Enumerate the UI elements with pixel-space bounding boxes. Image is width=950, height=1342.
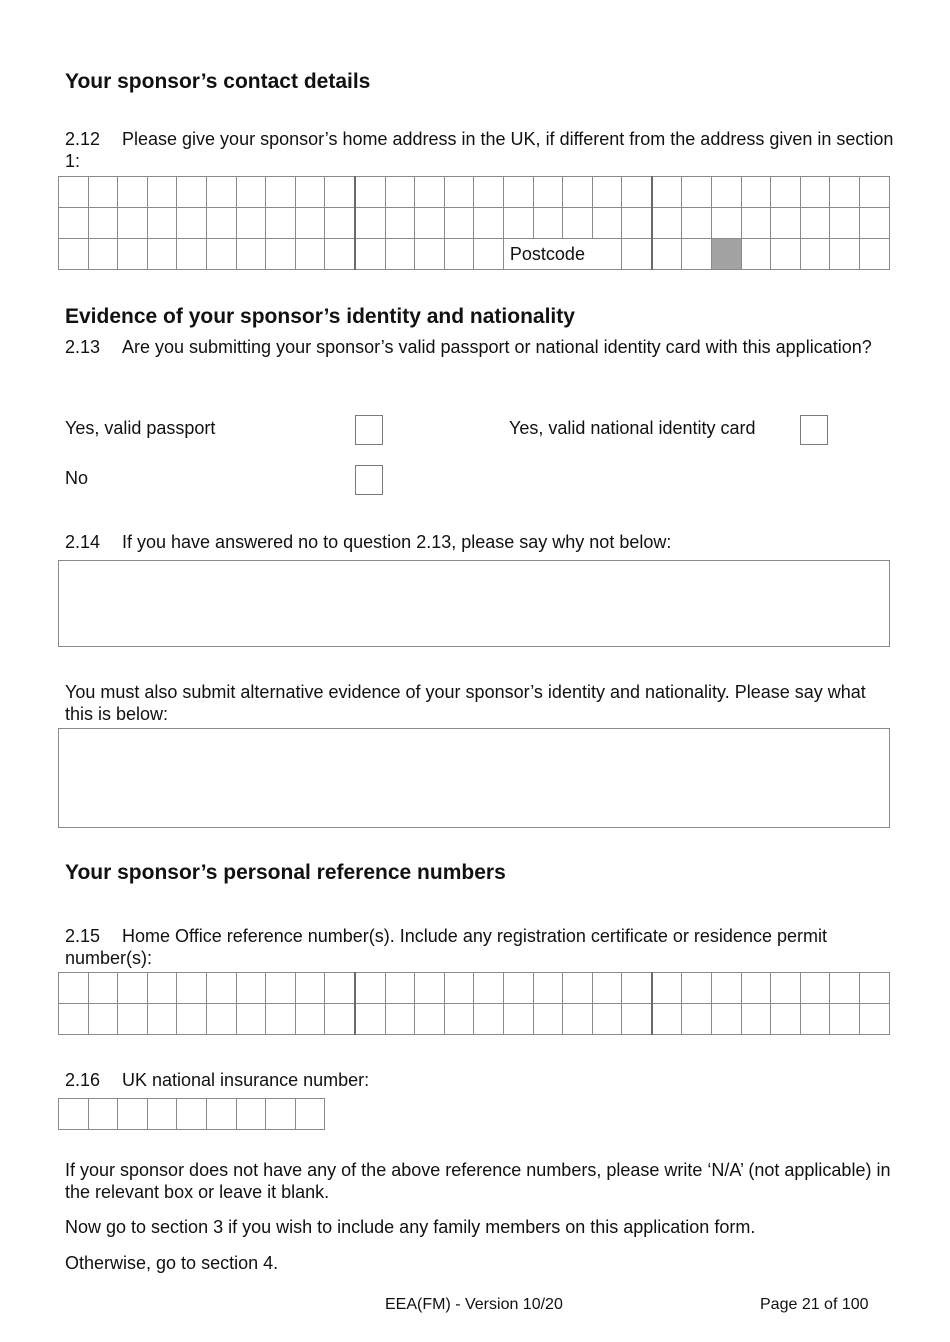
input-cell[interactable] [118, 973, 148, 1004]
input-cell[interactable] [830, 1004, 860, 1035]
input-cell[interactable] [295, 1099, 325, 1130]
address-row-1 [59, 177, 890, 208]
input-cell[interactable] [474, 208, 504, 239]
input-cell[interactable] [622, 239, 652, 270]
input-cell[interactable] [771, 208, 801, 239]
input-cell[interactable] [533, 1004, 563, 1035]
question-number: 2.15 [65, 926, 101, 946]
input-cell[interactable] [860, 973, 890, 1004]
input-cell[interactable] [266, 1099, 296, 1130]
input-cell[interactable] [355, 177, 385, 208]
input-cell[interactable] [206, 1099, 236, 1130]
input-cell[interactable] [325, 1004, 355, 1035]
footer-page-number: Page 21 of 100 [760, 1296, 869, 1313]
input-cell[interactable] [533, 208, 563, 239]
input-cell[interactable] [385, 973, 415, 1004]
input-cell[interactable] [503, 1004, 533, 1035]
input-cell[interactable] [712, 177, 742, 208]
input-cell[interactable] [860, 1004, 890, 1035]
input-cell[interactable] [830, 208, 860, 239]
input-cell[interactable] [592, 177, 622, 208]
input-cell[interactable] [800, 1004, 830, 1035]
input-cell[interactable] [503, 208, 533, 239]
input-cell[interactable] [236, 208, 266, 239]
input-cell[interactable] [295, 177, 325, 208]
input-cell[interactable] [355, 208, 385, 239]
input-cell[interactable] [415, 1004, 445, 1035]
input-cell[interactable] [415, 177, 445, 208]
input-cell[interactable] [59, 208, 89, 239]
input-cell[interactable] [415, 239, 445, 270]
input-cell[interactable] [741, 208, 771, 239]
question-2-16 [65, 1069, 895, 1091]
input-cell[interactable] [266, 239, 296, 270]
input-cell[interactable] [147, 1099, 177, 1130]
input-cell[interactable] [741, 1004, 771, 1035]
input-cell[interactable] [563, 177, 593, 208]
input-cell[interactable] [206, 1004, 236, 1035]
note-section-3: Now go to section 3 if you wish to include any family members on this application form. [65, 1217, 756, 1237]
question-text: If you have answered no to question 2.13, please say why not below: [122, 532, 672, 552]
idcard-checkbox[interactable] [800, 415, 828, 445]
address-grid[interactable] [58, 176, 890, 270]
input-cell[interactable] [533, 973, 563, 1004]
question-2-14 [65, 531, 895, 553]
input-cell[interactable] [385, 1004, 415, 1035]
input-cell[interactable] [266, 177, 296, 208]
input-cell[interactable] [741, 177, 771, 208]
input-cell[interactable] [682, 177, 712, 208]
input-cell[interactable] [266, 208, 296, 239]
question-text: Are you submitting your sponsor’s valid passport or national identity card with this application? [122, 337, 872, 357]
input-cell[interactable] [206, 208, 236, 239]
ni-row [59, 1099, 325, 1130]
postcode-gap [712, 239, 742, 270]
input-cell[interactable] [147, 973, 177, 1004]
question-number: 2.12 [65, 129, 101, 149]
input-cell[interactable] [236, 1004, 266, 1035]
input-cell[interactable] [118, 208, 148, 239]
input-cell[interactable] [682, 208, 712, 239]
input-cell[interactable] [771, 177, 801, 208]
input-cell[interactable] [295, 208, 325, 239]
input-cell[interactable] [88, 973, 118, 1004]
question-number: 2.16 [65, 1070, 101, 1090]
input-cell[interactable] [206, 177, 236, 208]
input-cell[interactable] [355, 973, 385, 1004]
input-cell[interactable] [147, 208, 177, 239]
input-cell[interactable] [503, 973, 533, 1004]
input-cell[interactable] [147, 177, 177, 208]
input-cell[interactable] [712, 1004, 742, 1035]
input-cell[interactable] [385, 208, 415, 239]
input-cell[interactable] [325, 973, 355, 1004]
input-cell[interactable] [325, 239, 355, 270]
input-cell[interactable] [860, 177, 890, 208]
input-cell[interactable] [355, 239, 385, 270]
input-cell[interactable] [830, 177, 860, 208]
no-checkbox[interactable] [355, 465, 383, 495]
input-cell[interactable] [177, 973, 207, 1004]
input-cell[interactable] [800, 208, 830, 239]
input-cell[interactable] [712, 208, 742, 239]
input-cell[interactable] [652, 973, 682, 1004]
input-cell[interactable] [474, 1004, 504, 1035]
input-cell[interactable] [88, 239, 118, 270]
input-cell[interactable] [444, 208, 474, 239]
input-cell[interactable] [177, 1099, 207, 1130]
input-cell[interactable] [295, 973, 325, 1004]
input-cell[interactable] [563, 1004, 593, 1035]
input-cell[interactable] [622, 973, 652, 1004]
input-cell[interactable] [88, 177, 118, 208]
option-passport-label: Yes, valid passport [65, 418, 216, 438]
input-cell[interactable] [503, 177, 533, 208]
input-cell[interactable] [830, 239, 860, 270]
input-cell[interactable] [88, 1004, 118, 1035]
input-cell[interactable] [682, 973, 712, 1004]
input-cell[interactable] [118, 239, 148, 270]
national-insurance-grid[interactable] [58, 1098, 325, 1130]
input-cell[interactable] [444, 239, 474, 270]
input-cell[interactable] [59, 239, 89, 270]
input-cell[interactable] [771, 973, 801, 1004]
question-text: Please give your sponsor’s home address in the UK, if different from the address given in section 1: [65, 129, 894, 171]
option-idcard-label: Yes, valid national identity card [509, 418, 756, 438]
input-cell[interactable] [355, 1004, 385, 1035]
option-no-label: No [65, 468, 89, 488]
input-cell[interactable] [474, 177, 504, 208]
input-cell[interactable] [206, 973, 236, 1004]
input-cell[interactable] [860, 239, 890, 270]
alt-evidence-text: You must also submit alternative evidence of your sponsor’s identity and nationality. Please say what this is below: [65, 682, 866, 724]
input-cell[interactable] [444, 177, 474, 208]
input-cell[interactable] [474, 239, 504, 270]
input-cell[interactable] [415, 208, 445, 239]
input-cell[interactable] [682, 239, 712, 270]
input-cell[interactable] [563, 208, 593, 239]
input-cell[interactable] [59, 973, 89, 1004]
input-cell[interactable] [206, 239, 236, 270]
input-cell[interactable] [385, 177, 415, 208]
input-cell[interactable] [177, 208, 207, 239]
input-cell[interactable] [800, 239, 830, 270]
question-2-15 [65, 925, 895, 969]
passport-checkbox[interactable] [355, 415, 383, 445]
input-cell[interactable] [118, 177, 148, 208]
input-cell[interactable] [266, 973, 296, 1004]
ref-row-2 [59, 1004, 890, 1035]
input-cell[interactable] [712, 973, 742, 1004]
address-row-3 [59, 239, 890, 270]
input-cell[interactable] [88, 208, 118, 239]
input-cell[interactable] [622, 208, 652, 239]
input-cell[interactable] [652, 239, 682, 270]
input-cell[interactable] [652, 1004, 682, 1035]
footer-version: EEA(FM) - Version 10/20 [385, 1296, 563, 1313]
input-cell[interactable] [236, 177, 266, 208]
input-cell[interactable] [622, 177, 652, 208]
home-office-ref-grid[interactable] [58, 972, 890, 1035]
input-cell[interactable] [266, 1004, 296, 1035]
input-cell[interactable] [236, 1099, 266, 1130]
input-cell[interactable] [592, 1004, 622, 1035]
input-cell[interactable] [741, 239, 771, 270]
question-text: UK national insurance number: [122, 1070, 370, 1090]
identity-heading: Evidence of your sponsor’s identity and nationality [65, 305, 575, 328]
input-cell[interactable] [59, 1099, 89, 1130]
input-cell[interactable] [652, 208, 682, 239]
input-cell[interactable] [118, 1099, 148, 1130]
reason-textbox[interactable] [58, 560, 890, 647]
input-cell[interactable] [741, 973, 771, 1004]
input-cell[interactable] [236, 973, 266, 1004]
input-cell[interactable] [444, 973, 474, 1004]
input-cell[interactable] [325, 177, 355, 208]
input-cell[interactable] [622, 1004, 652, 1035]
input-cell[interactable] [295, 1004, 325, 1035]
refs-heading: Your sponsor’s personal reference numbers [65, 861, 506, 884]
input-cell[interactable] [88, 1099, 118, 1130]
input-cell[interactable] [563, 973, 593, 1004]
input-cell[interactable] [118, 1004, 148, 1035]
question-2-12 [65, 128, 895, 172]
input-cell[interactable] [385, 239, 415, 270]
note-section-4: Otherwise, go to section 4. [65, 1253, 279, 1273]
address-row-2 [59, 208, 890, 239]
input-cell[interactable] [682, 1004, 712, 1035]
question-text: Home Office reference number(s). Include any registration certificate or residence permit number(s): [65, 926, 827, 968]
input-cell[interactable] [652, 177, 682, 208]
input-cell[interactable] [800, 177, 830, 208]
note-na: If your sponsor does not have any of the above reference numbers, please write ‘N/A’ (not applicable) in the relevant box or leave it blank. [65, 1160, 891, 1202]
input-cell[interactable] [295, 239, 325, 270]
input-cell[interactable] [236, 239, 266, 270]
question-2-13 [65, 336, 895, 358]
input-cell[interactable] [59, 1004, 89, 1035]
postcode-label: Postcode [503, 239, 621, 270]
input-cell[interactable] [474, 973, 504, 1004]
question-number: 2.14 [65, 532, 101, 552]
input-cell[interactable] [592, 208, 622, 239]
alt-evidence-textbox[interactable] [58, 728, 890, 828]
input-cell[interactable] [415, 973, 445, 1004]
input-cell[interactable] [177, 177, 207, 208]
input-cell[interactable] [592, 973, 622, 1004]
input-cell[interactable] [771, 1004, 801, 1035]
input-cell[interactable] [860, 208, 890, 239]
input-cell[interactable] [800, 973, 830, 1004]
input-cell[interactable] [147, 1004, 177, 1035]
contact-heading: Your sponsor’s contact details [65, 70, 371, 93]
input-cell[interactable] [771, 239, 801, 270]
ref-row-1 [59, 973, 890, 1004]
input-cell[interactable] [325, 208, 355, 239]
question-number: 2.13 [65, 337, 101, 357]
input-cell[interactable] [444, 1004, 474, 1035]
input-cell[interactable] [147, 239, 177, 270]
input-cell[interactable] [830, 973, 860, 1004]
input-cell[interactable] [177, 239, 207, 270]
input-cell[interactable] [177, 1004, 207, 1035]
input-cell[interactable] [533, 177, 563, 208]
input-cell[interactable] [59, 177, 89, 208]
